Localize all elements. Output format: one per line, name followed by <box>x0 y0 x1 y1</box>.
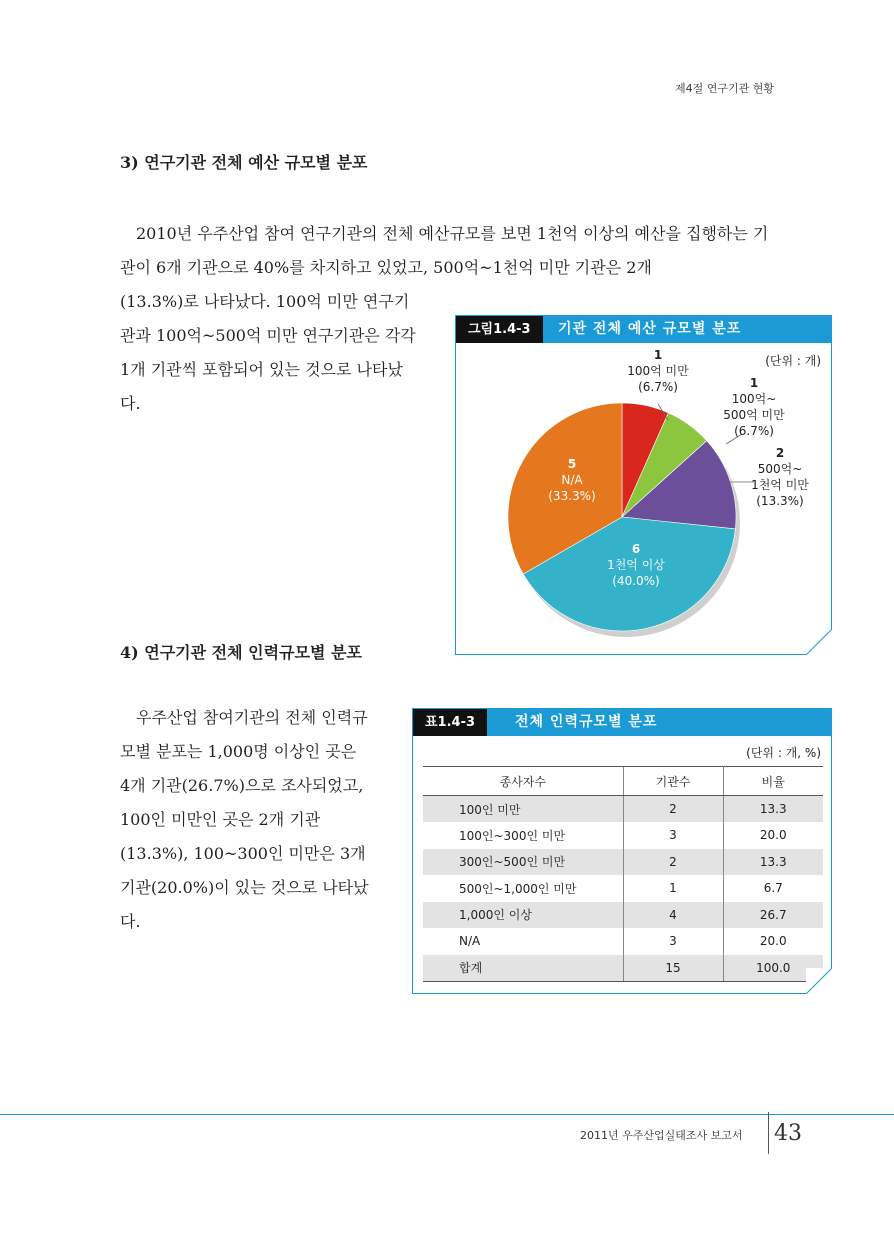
table-cell: 100인~300인 미만 <box>459 828 566 843</box>
table-cell: 6.7 <box>763 881 783 896</box>
table-cell: 2 <box>623 849 723 876</box>
footer-separator <box>768 1112 769 1154</box>
table-row <box>423 928 823 955</box>
table-header-row <box>423 767 823 796</box>
footer-text: 2011년 우주산업실태조사 보고서 <box>580 1129 743 1142</box>
table-cell: 2 <box>623 796 723 823</box>
table-cell: 3 <box>623 928 723 955</box>
table-row <box>423 902 823 929</box>
column-header: 종사자수 <box>423 767 623 796</box>
table-title-bar <box>413 709 831 736</box>
data-label: 6 1천억 이상 (40.0%) <box>607 542 665 588</box>
table-cell: 300인~500인 미만 <box>423 849 623 876</box>
figure-label: 그림1.4-3 <box>456 316 543 343</box>
data-label: 1 100억~ 500억 미만 (6.7%) <box>723 376 785 438</box>
table-unit: (단위 : 개, %) <box>746 746 821 760</box>
running-header: 제4절 연구기관 현황 <box>675 82 774 95</box>
table-cell: 26.7 <box>723 902 823 929</box>
table-box <box>412 708 832 994</box>
table-total-row <box>423 955 823 982</box>
table-row <box>423 849 823 876</box>
figure-unit: (단위 : 개) <box>765 354 821 368</box>
table-row <box>423 822 823 849</box>
table-cell: 합계 <box>423 955 623 982</box>
figure-pie-chart <box>455 315 832 655</box>
paragraph: 2010년 우주산업 참여 연구기관의 전체 예산규모를 보면 1천억 이상의 예산을 집행하는 기관이 6개 기관으로 40%를 차지하고 있었고, 500억~1천억 미만 기관은 2개 <box>120 224 769 277</box>
section-heading: 3) 연구기관 전체 예산 규모별 분포 <box>120 153 368 172</box>
table-cell: 13.3 <box>723 796 823 823</box>
column-header: 기관수 <box>623 767 723 796</box>
table-cell: 15 <box>623 955 723 982</box>
data-table <box>423 766 823 982</box>
table-cell: 20.0 <box>759 828 787 843</box>
data-label: 1 100억 미만 (6.7%) <box>627 348 689 394</box>
table-row <box>423 875 823 902</box>
table-title: 전체 인력규모별 분포 <box>515 714 658 730</box>
table-label: 표1.4-3 <box>413 709 487 736</box>
corner-decoration <box>806 629 832 655</box>
data-label: 2 500억~ 1천억 미만 (13.3%) <box>751 446 809 508</box>
table-cell: 20.0 <box>759 934 787 949</box>
table-cell: 1,000인 이상 <box>423 902 623 929</box>
table-cell: 100인 미만 <box>423 796 623 823</box>
table-cell: 500인~1,000인 미만 <box>459 881 577 896</box>
paragraph: 우주산업 참여기관의 전체 인력규모별 분포는 1,000명 이상인 곳은 4개 기관(26.7%)으로 조사되었고, 100인 미만인 곳은 2개 기관(13.3%), 100~300인 미만은 3개 기관(20.0%)이 있는 것으로 나타났다. <box>120 708 369 931</box>
table-cell: 3 <box>623 822 723 849</box>
table-cell: 1 <box>623 875 723 902</box>
paragraph: (13.3%)로 나타났다. 100억 미만 연구기관과 100억~500억 미만 연구기관은 각각 1개 기관씩 포함되어 있는 것으로 나타났다. <box>120 292 416 413</box>
pie-chart <box>456 316 833 656</box>
corner-decoration <box>806 968 832 994</box>
table-cell: 100.0 <box>723 955 823 982</box>
table-cell: 13.3 <box>723 849 823 876</box>
footer-rule <box>0 1114 894 1115</box>
section-heading: 4) 연구기관 전체 인력규모별 분포 <box>120 643 362 662</box>
column-header: 비율 <box>723 767 823 796</box>
figure-title: 기관 전체 예산 규모별 분포 <box>558 321 742 337</box>
page-number: 43 <box>774 1121 802 1146</box>
table-cell: N/A <box>459 934 481 949</box>
table-cell: 4 <box>623 902 723 929</box>
data-label: 5 N/A (33.3%) <box>548 457 596 503</box>
table-row <box>423 796 823 823</box>
